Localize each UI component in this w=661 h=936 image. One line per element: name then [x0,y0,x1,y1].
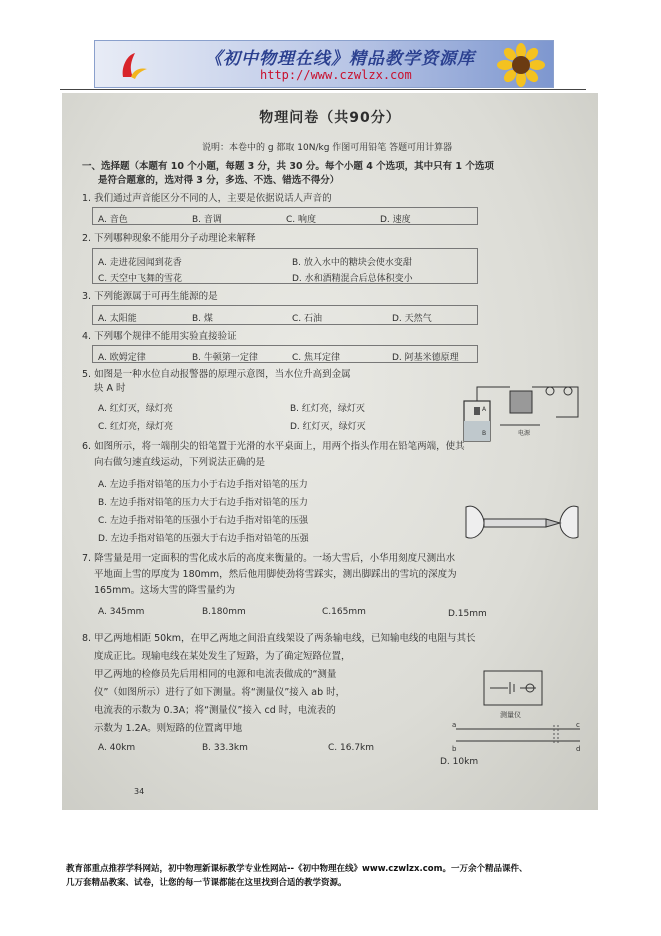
question-8-stem-cont-3: 仪”（如图所示）进行了如下测量。将“测量仪”接入 ab 时， [94,687,346,698]
q3-option-c: C. 石油 [292,314,323,324]
question-4-stem: 4. 下列哪个规律不能用实验直接验证 [82,331,237,342]
question-5-stem-cont: 块 A 时 [94,383,126,394]
q7-option-d: D.15mm [448,609,487,619]
q4-option-c: C. 焦耳定律 [292,353,341,363]
q4-option-b: B. 牛顿第一定律 [192,353,258,363]
q1-option-b: B. 音调 [192,215,222,225]
question-8-stem-cont-5: 示数为 1.2A。则短路的位置离甲地 [94,723,243,734]
fig8-label-a: a [452,721,457,729]
q2-option-d: D. 水和酒精混合后总体积变小 [292,274,413,284]
q3-option-d: D. 天然气 [392,314,432,324]
question-7-stem-cont-2: 165mm。这场大雪的降雪量约为 [94,585,236,596]
footer-line-1: 教育部重点推荐学科网站，初中物理新课标教学专业性网站--《初中物理在线》www.czwlzx.com。一万余个精品课件、 [66,864,528,874]
measuring-device-figure [450,665,586,753]
q5-option-b: B. 红灯亮，绿灯灭 [290,404,365,414]
question-8-stem-cont-4: 电流表的示数为 0.3A；将“测量仪”接入 cd 时，电流表的 [94,705,336,716]
fig8-label-b: b [452,745,457,753]
question-3-stem: 3. 下列能源属于可再生能源的是 [82,291,218,302]
question-5-stem: 5. 如图是一种水位自动报警器的原理示意图，当水位升高到金属 [82,369,351,380]
section-title: 一、选择题（本题有 10 个小题，每题 3 分，共 30 分。每个小题 4 个选项，其中只有 1 个选项 [82,161,494,172]
q7-option-a: A. 345mm [98,607,145,617]
banner-title: 《初中物理在线》精品教学资源库 [205,49,475,69]
q7-option-c: C.165mm [322,607,366,617]
fig5-label-a: A [482,406,487,413]
q4-option-d: D. 阿基米德原理 [392,353,459,363]
q6-option-a: A. 左边手指对铅笔的压力小于右边手指对铅笔的压力 [98,480,308,490]
header-divider [60,89,586,90]
q5-option-d: D. 红灯灭，绿灯灭 [290,422,366,432]
q3-option-b: B. 煤 [192,314,213,324]
footer-line-2: 几万套精品教案、试卷，让您的每一节课都能在这里找到合适的教学资源。 [66,878,347,888]
q6-option-c: C. 左边手指对铅笔的压强小于右边手指对铅笔的压强 [98,516,309,526]
q8-option-d: D. 10km [440,757,479,767]
pencil-fingers-figure [462,497,582,547]
exam-page-photo [62,93,598,810]
question-1-options-box [92,207,478,225]
q4-option-a: A. 欧姆定律 [98,353,146,363]
section-subtitle: 是符合题意的，选对得 3 分，多选、不选、错选不得分） [98,175,340,186]
q8-option-c: C. 16.7km [328,743,375,753]
paper-title: 物理问卷（共90分） [259,110,401,126]
q1-option-c: C. 响度 [286,215,317,225]
banner-url[interactable]: http://www.czwlzx.com [260,68,412,82]
question-7-stem-cont: 平地面上雪的厚度为 180mm，然后他用脚使劲将雪踩实，测出脚踩出的雪坑的深度为 [94,569,457,580]
fig8-label-d: d [576,745,581,753]
question-6-stem-cont: 向右做匀速直线运动，下列说法正确的是 [94,457,266,468]
q3-option-a: A. 太阳能 [98,314,137,324]
q2-option-c: C. 天空中飞舞的雪花 [98,274,183,284]
question-8-stem-cont: 度成正比。现输电线在某处发生了短路，为了确定短路位置， [94,651,351,662]
question-6-stem: 6. 如图所示，将一端削尖的铅笔置于光滑的水平桌面上，用两个指头作用在铅笔两端，使其 [82,441,465,452]
q2-option-b: B. 放入水中的糖块会使水变甜 [292,258,412,268]
fig8-caption: 测量仪 [500,711,521,719]
site-logo-icon [119,49,149,81]
q6-option-d: D. 左边手指对铅笔的压强大于右边手指对铅笔的压强 [98,534,309,544]
site-banner [94,40,554,88]
q5-option-a: A. 红灯灭，绿灯亮 [98,404,173,414]
q7-option-b: B.180mm [202,607,246,617]
question-7-stem: 7. 降雪量是用一定面积的雪化成水后的高度来衡量的。一场大雪后，小华用刻度尺测出水 [82,553,456,564]
question-2-stem: 2. 下列哪种现象不能用分子动理论来解释 [82,233,256,244]
q1-option-d: D. 速度 [380,215,411,225]
water-level-alarm-figure [460,377,590,447]
sunflower-icon [495,43,547,87]
fig5-power-label: 电源 [518,430,531,437]
q1-option-a: A. 音色 [98,215,128,225]
q8-option-a: A. 40km [98,743,136,753]
question-8-stem-cont-2: 甲乙两地的检修员先后用相同的电源和电流表做成的“测量 [94,669,337,680]
q6-option-b: B. 左边手指对铅笔的压力大于右边手指对铅笔的压力 [98,498,308,508]
paper-note: 说明：本卷中的 g 都取 10N/kg 作图可用铅笔 答题可用计算器 [202,143,453,153]
question-1-stem: 1. 我们通过声音能区分不同的人，主要是依据说话人声音的 [82,193,332,204]
q8-option-b: B. 33.3km [202,743,248,753]
fig8-label-c: c [576,721,580,729]
site-footer [66,862,606,890]
fig5-label-b: B [482,430,487,437]
page-number: 34 [134,787,145,796]
q5-option-c: C. 红灯亮，绿灯亮 [98,422,174,432]
question-8-stem: 8. 甲乙两地相距 50km，在甲乙两地之间沿直线架设了两条输电线，已知输电线的电阻与其长 [82,633,476,644]
q2-option-a: A. 走进花园闻到花香 [98,258,182,268]
